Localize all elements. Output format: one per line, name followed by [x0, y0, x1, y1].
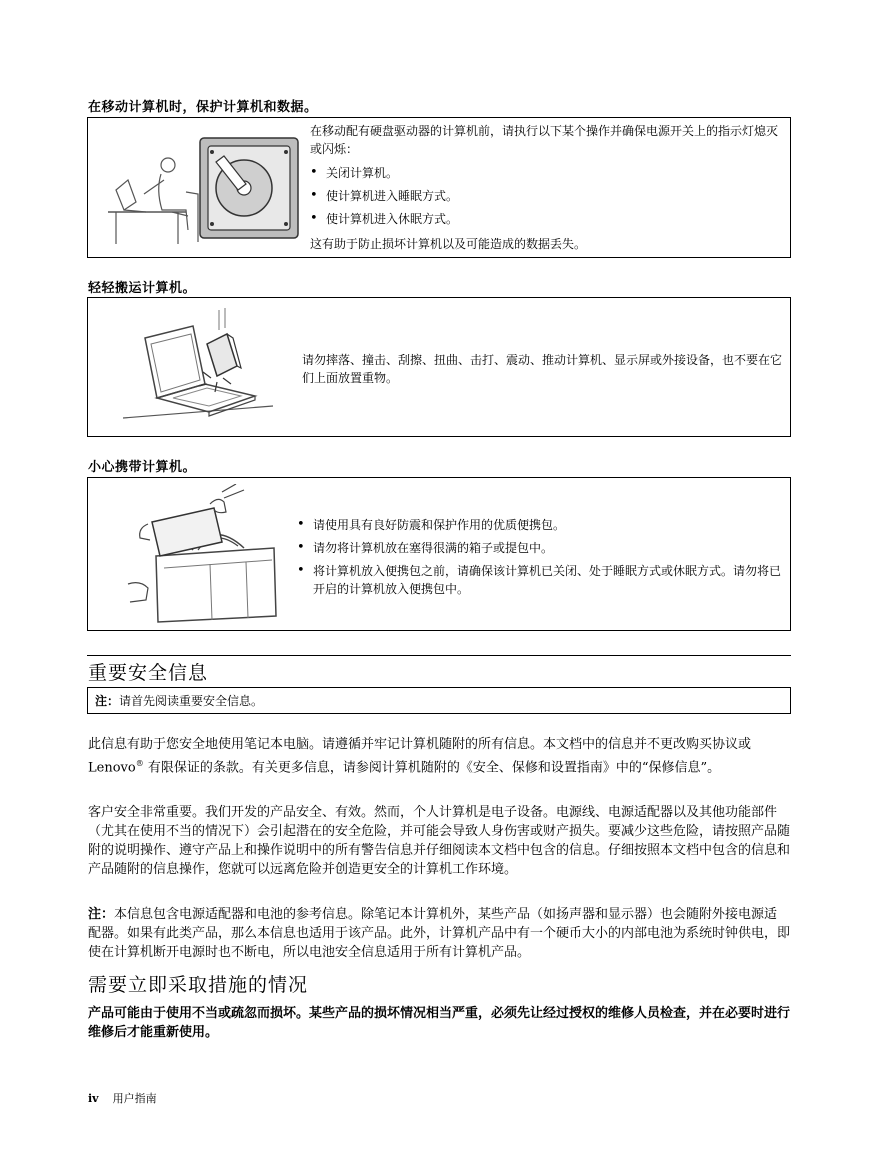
para1-text-b: 有限保证的条款。有关更多信息，请参阅计算机随附的《安全、保修和设置指南》中的“保修信息”。	[143, 760, 721, 776]
move-outro: 这有助于防止损坏计算机以及可能造成的数据丢失。	[310, 237, 587, 251]
list-item: • 将计算机放入便携包之前，请确保该计算机已关闭、处于睡眠方式或休眠方式。请勿将已开启的计算机放入便携包中。	[297, 562, 782, 598]
page-number: iv	[88, 1092, 99, 1105]
gentle-box	[87, 297, 791, 437]
gentle-text: 请勿摔落、撞击、刮擦、扭曲、击打、震动、推动计算机、显示屏或外接设备，也不要在它们上面放置重物。	[302, 353, 783, 385]
note-text: 请首先阅读重要安全信息。	[119, 694, 264, 708]
registered-mark: ®	[135, 759, 144, 768]
list-item: • 使计算机进入睡眠方式。	[310, 187, 778, 205]
para1-text-a: 此信息有助于您安全地使用笔记本电脑。请遵循并牢记计算机随附的所有信息。本文档中的信息并不更改购买协议或 Lenovo	[88, 737, 752, 776]
move-caption: 在移动计算机时，保护计算机和数据。	[88, 100, 318, 115]
safety-note-2	[88, 905, 790, 962]
safety-heading: 重要安全信息	[88, 662, 209, 684]
list-item: • 请使用具有良好防震和保护作用的优质便携包。	[297, 516, 782, 534]
safety-paragraph-2: 客户安全非常重要。我们开发的产品安全、有效。然而，个人计算机是电子设备。电源线、电源适配器以及其他功能部件（尤其在使用不当的情况下）会引起潜在的安全危险，并可能会导致人身伤害或财产损失。要减少这些危险，请按照产品随附的说明操作、遵守产品上和操作说明中的所有警告信息并仔细阅读本文档中包含的信息。仔细按照本文档中包含的信息和产品随附的信息操作，您就可以远离危险并创造更安全的计算机工作环境。	[88, 805, 791, 877]
laptop-impact-illustration	[123, 306, 283, 424]
laptop-bag-illustration	[126, 484, 286, 624]
note2-text: 本信息包含电源适配器和电池的参考信息。除笔记本计算机外，某些产品（如扬声器和显示器）也会随附外接电源适配器。如果有此类产品，那么本信息也适用于该产品。此外，计算机产品中有一个硬币大小的内部电池为系统时钟供电，即使在计算机断开电源时也不断电，所以电池安全信息适用于所有计算机产品。	[88, 907, 791, 960]
laptop-user-hdd-illustration	[106, 132, 301, 247]
gentle-caption: 轻轻搬运计算机。	[88, 281, 197, 296]
safety-note-box	[87, 687, 791, 714]
list-item: • 使计算机进入休眠方式。	[310, 210, 778, 228]
list-item: • 关闭计算机。	[310, 164, 778, 182]
note-label: 注：	[95, 694, 120, 708]
immediate-heading: 需要立即采取措施的情况	[88, 974, 309, 996]
heading-rule	[87, 655, 791, 656]
immediate-paragraph: 产品可能由于使用不当或疏忽而损坏。某些产品的损坏情况相当严重，必须先让经过授权的维修人员检查，并在必要时进行维修后才能重新使用。	[88, 1006, 791, 1040]
move-box	[87, 117, 791, 258]
footer-title: 用户指南	[112, 1092, 157, 1105]
page-footer	[88, 1090, 157, 1106]
list-item: • 请勿将计算机放在塞得很满的箱子或提包中。	[297, 539, 782, 557]
note2-label: 注：	[88, 907, 115, 922]
safety-note	[95, 692, 263, 710]
safety-paragraph-1	[88, 735, 772, 777]
carry-bullet-list	[297, 516, 782, 603]
carry-box	[87, 477, 791, 631]
carry-caption: 小心携带计算机。	[88, 460, 197, 475]
move-intro: 在移动配有硬盘驱动器的计算机前，请执行以下某个操作并确保电源开关上的指示灯熄灭或闪烁：	[310, 124, 779, 156]
move-bullet-list	[310, 164, 778, 233]
